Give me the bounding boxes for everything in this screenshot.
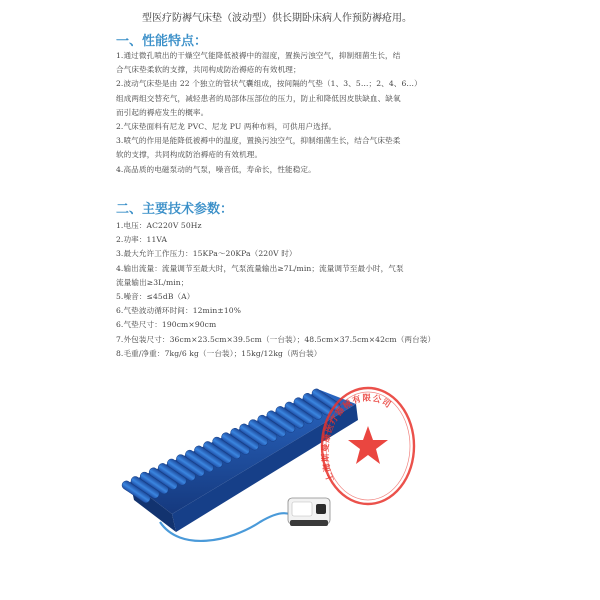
feature-line: 2.波动气床垫是由 22 个独立的管状气囊组成，按间隔的气垫（1、3、5…；2、4、6…） (116, 79, 422, 89)
spec-line: 7.外包装尺寸：36cm×23.5cm×39.5cm（一台装）；48.5cm×37.5cm×42cm（两台装） (116, 334, 436, 344)
svg-text:上海斯曼康医疗器械有限公司: 上海斯曼康医疗器械有限公司 (320, 393, 394, 483)
feature-line: 组成两组交替充气，减轻患者的局部体压部位的压力，防止和降低因皮肤缺血、缺氧 (116, 93, 401, 103)
spec-line: 6.气垫波动循环时间：12min±10% (116, 306, 242, 316)
features-list (116, 49, 478, 177)
feature-line: 4.高品质的电磁泵动的气泵，噪音低，寿命长，性能稳定。 (116, 164, 316, 174)
company-seal (318, 384, 418, 508)
seal-star-icon (348, 426, 388, 464)
spec-line: 8.毛重/净重：7kg/6 kg（一台装）；15kg/12kg（两台装） (116, 348, 322, 358)
spec-line: 4.输出流量：流量调节至最大时，气泵流量输出≥7L/min；流量调节至最小时，气泵 (116, 263, 404, 273)
spec-line: 3.最大允许工作压力：15KPa～20KPa（220V 时） (116, 249, 297, 259)
feature-line: 1.通过微孔喷出的干燥空气能降低被褥中的湿度，置换污浊空气，抑制细菌生长，结 (116, 51, 401, 60)
spec-line: 6.气垫尺寸：190cm×90cm (116, 320, 217, 330)
specs-list (116, 219, 478, 361)
spec-line: 5.噪音：≤45dB（A） (116, 292, 195, 302)
feature-line: 合气床垫柔软的支撑，共同构成防治褥疮的有效机理； (116, 65, 301, 75)
spec-line: 流量输出≥3L/min； (116, 277, 189, 287)
specs-heading: 二、主要技术参数： (116, 202, 234, 217)
spec-line: 1.电压：AC220V 50Hz (116, 221, 202, 230)
feature-line: 软的支撑，共同构成防治褥疮的有效机理。 (116, 150, 263, 160)
feature-line: 2.气床垫面料有尼龙 PVC、尼龙 PU 两种布料，可供用户选择。 (116, 122, 337, 132)
spec-line: 2.功率：11VA (116, 235, 168, 245)
features-heading: 一、性能特点： (116, 34, 208, 49)
intro-text: 型医疗防褥气床垫（波动型）供长期卧床病人作预防褥疮用。 (142, 13, 412, 24)
feature-line: 而引起的褥疮发生的概率。 (116, 107, 209, 117)
feature-line: 3.喷气的作用是能降低被褥中的温度，置换污浊空气，抑制细菌生长，结合气床垫柔 (116, 136, 401, 146)
